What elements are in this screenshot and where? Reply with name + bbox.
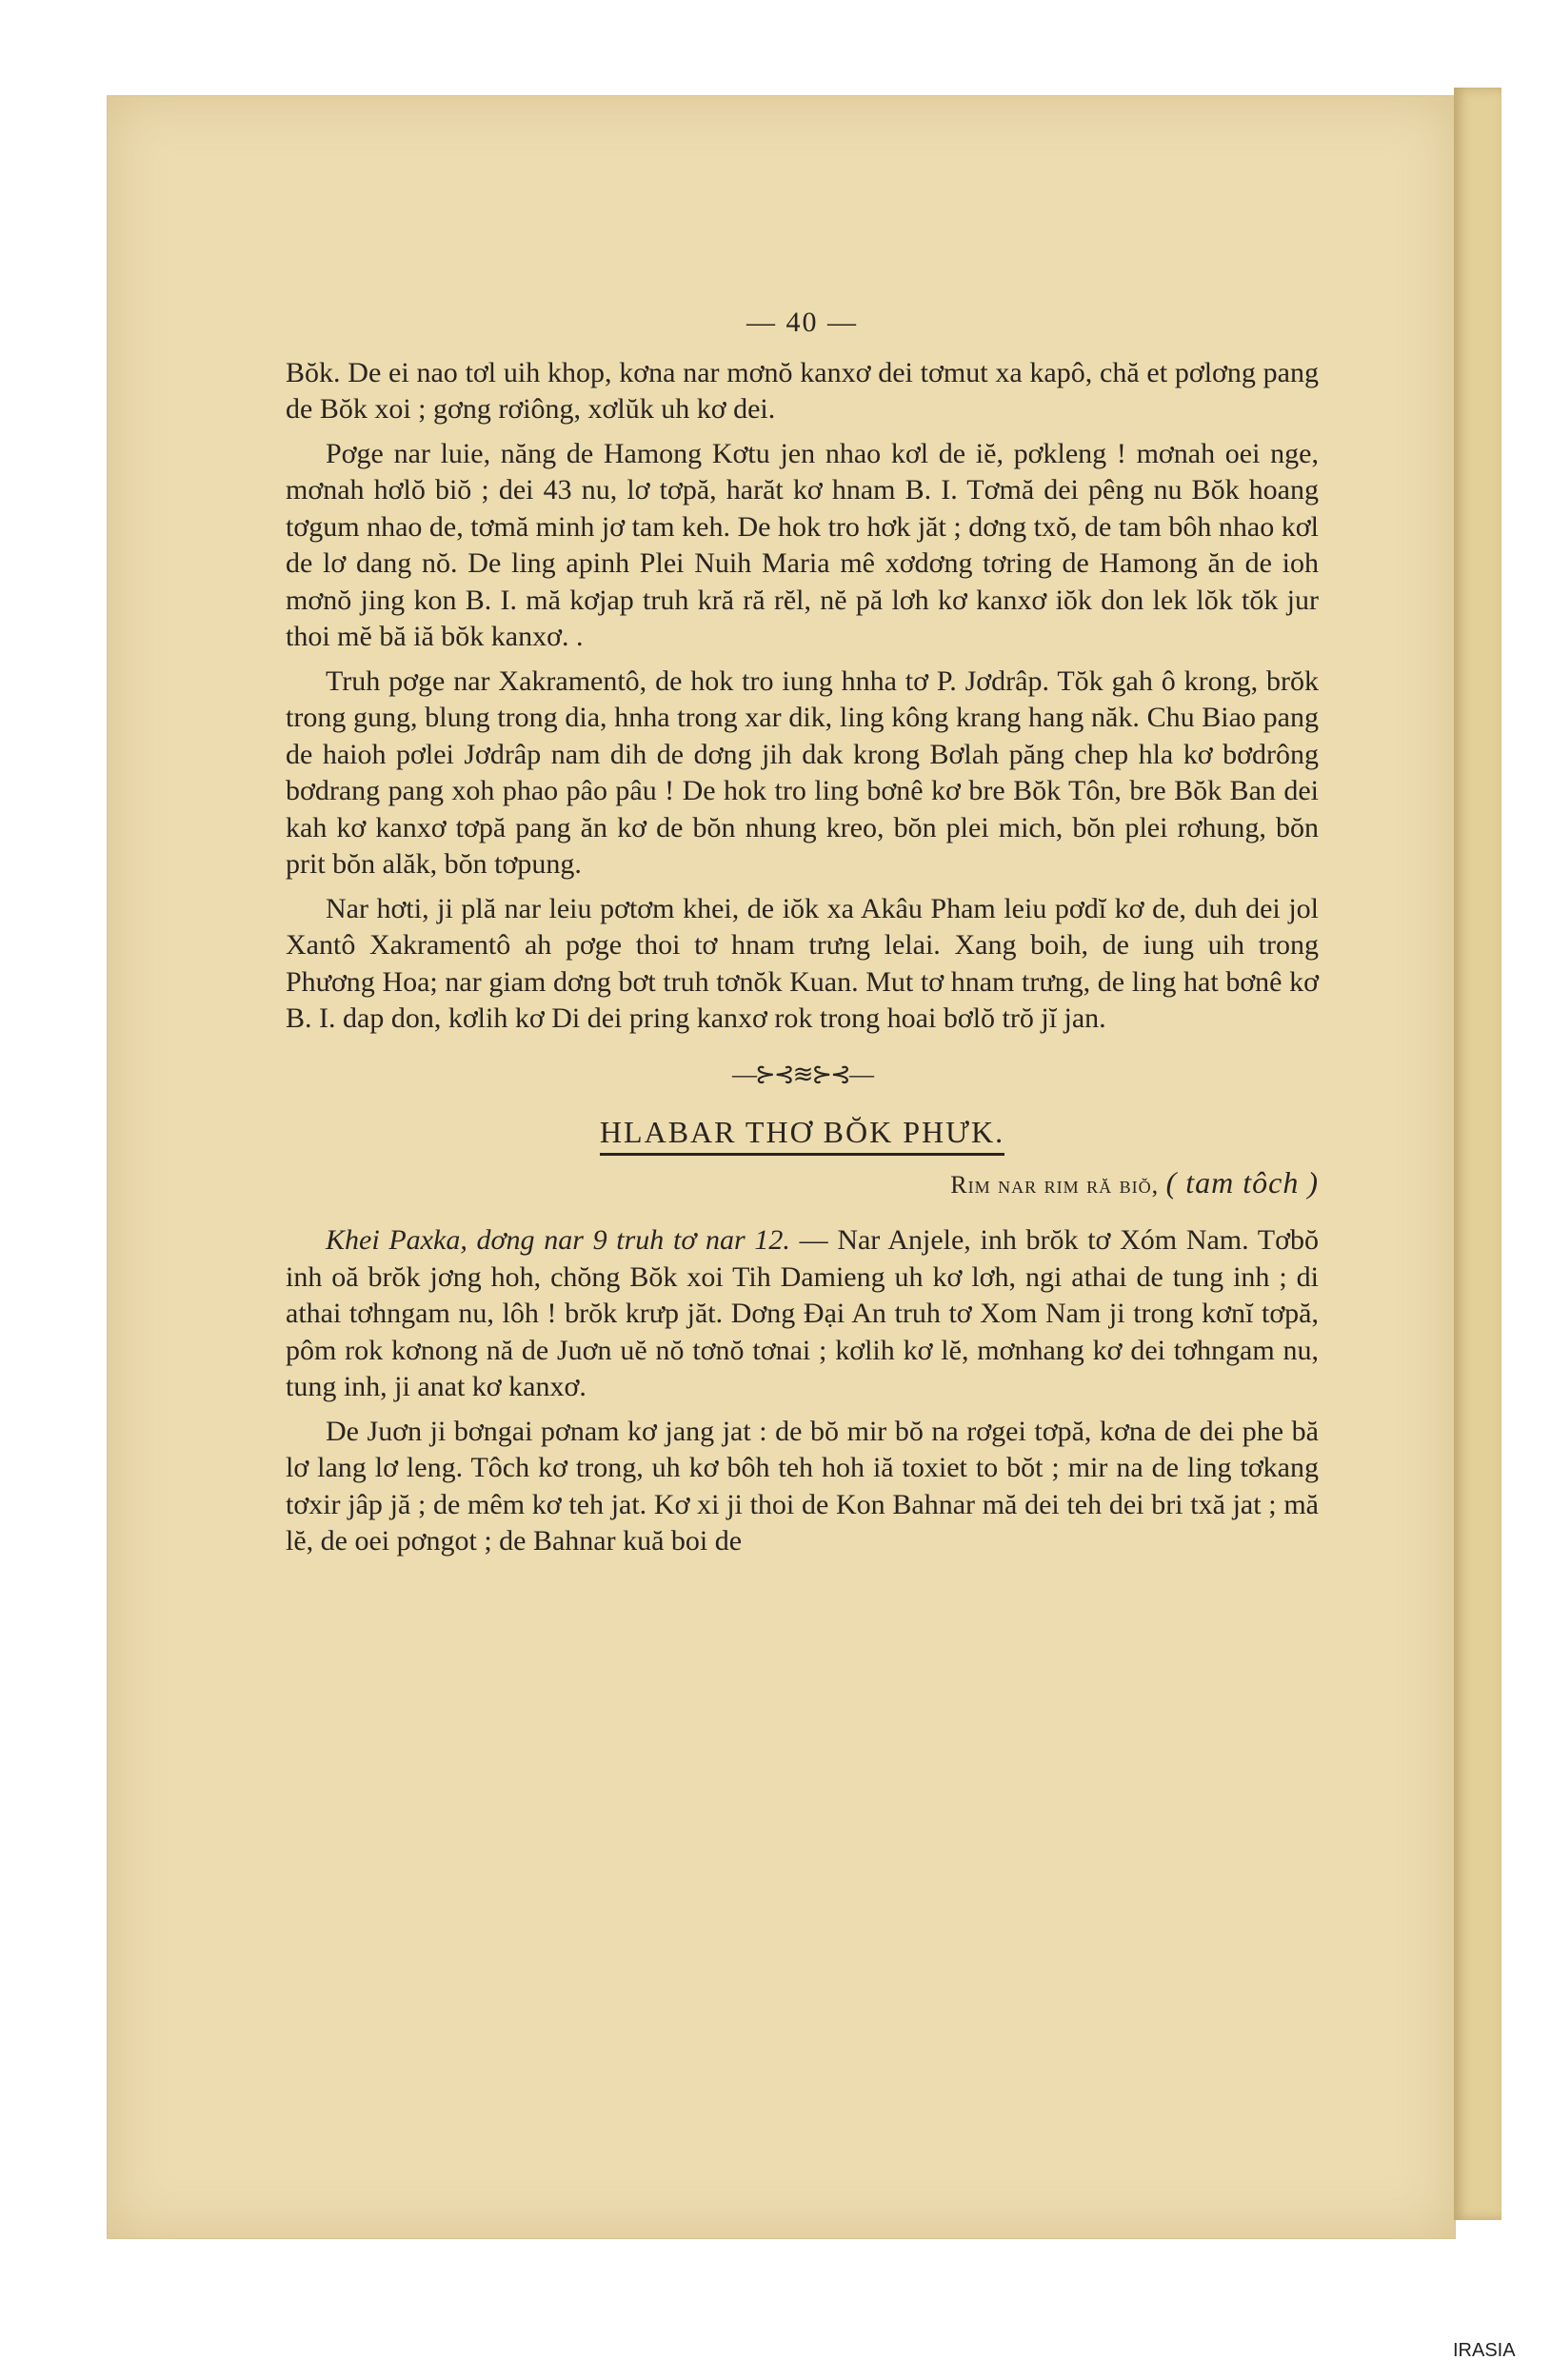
watermark: IRASIA <box>1453 2340 1516 2361</box>
paragraph-4: Nar hơti, ji plă nar leiu pơtơm khei, de iŏk xa Akâu Pham leiu pơdĭ kơ de, duh dei jol Xantô Xakramentô ah pơge thoi tơ hnam trưng lelai. Xang boih, de iung uih trong Phương Hoa; nar giam dơng bơt truh tơnŏk Kuan. Mut tơ hnam trưng, de ling hat bơnê kơ B. I. dap don, kơlih kơ Di dei pring kanxơ rok trong hoai bơlŏ trŏ jĭ jan. <box>286 892 1319 1034</box>
paragraph-3: Truh pơge nar Xakramentô, de hok tro iung hnha tơ P. Jơdrâp. Tŏk gah ô krong, brŏk trong gung, blung trong dia, hnha trong xar dik, ling kông krang hang năk. Chu Biao pang de haioh pơlei Jơdrâp nam dih de dơng jih dak krong Bơlah păng chep hla kơ bơdrông bơdrang pang xoh phao pâo pâu ! De hok tro ling bơnê kơ bre Bŏk Tôn, bre Bŏk Ban dei kah kơ kanxơ tơpă pang ăn kơ de bŏn nhung kreo, bŏn plei mich, bŏn plei rơhung, bŏn prit bŏn alăk, bŏn tơpung. <box>286 664 1319 880</box>
paragraph-6: De Juơn ji bơngai pơnam kơ jang jat : de bŏ mir bŏ na rơgei tơpă, kơna de dei phe bă lơ lang lơ leng. Tôch kơ trong, uh kơ bôh teh hoh iă toxiet to bŏt ; mir na de ling tơkang tơxir jâp jă ; de mêm kơ teh jat. Kơ xi ji thoi de Kon Bahnar mă dei teh dei bri txă jat ; mă lĕ, de oei pơngot ; de Bahnar kuă boi de <box>286 1415 1319 1557</box>
section-subtitle <box>286 1164 1319 1204</box>
subtitle-italic: ( tam tôch ) <box>1165 1164 1319 1200</box>
paragraph-5 <box>286 1222 1319 1406</box>
paragraph-5-text: — Nar Anjele, inh brŏk tơ Xóm Nam. Tơbŏ inh oă brŏk jơng hoh, chŏng Bŏk xoi Tih Damieng uh kơ lơh, ngi athai de tung inh ; di athai tơhngam nu, lôh ! brŏk krưp jăt. Dơng Đại An truh tơ Xom Nam ji trong kơnĭ tơpă, pôm rok kơnong nă de Juơn uĕ nŏ tơnŏ tơnai ; kơlih kơ lĕ, mơnhang kơ dei tơhngam nu, tung inh, ji anat kơ kanxơ. <box>286 1224 1319 1402</box>
paragraph-2: Pơge nar luie, năng de Hamong Kơtu jen nhao kơl de iĕ, pơkleng ! mơnah oei nge, mơnah hơlŏ biŏ ; dei 43 nu, lơ tơpă, harăt kơ hnam B. I. Tơmă dei pêng nu Bŏk hoang tơgum nhao de, tơmă minh jơ tam keh. De hok tro hơk jăt ; dơng txŏ, de tam bôh nhao kơl de lơ dang nŏ. De ling apinh Plei Nuih Maria mê xơdơng tơring de Hamong ăn de ioh mơnŏ jing kon B. I. mă kơjap truh kră ră rĕl, nĕ pă lơh kơ kanxơ iŏk don lek lŏk tŏk jur thoi mĕ bă iă bŏk kanxơ. . <box>286 437 1319 652</box>
dateline: Khei Paxka, dơng nar 9 truh tơ nar 12. <box>326 1224 790 1256</box>
paragraph-1: Bŏk. De ei nao tơl uih khop, kơna nar mơnŏ kanxơ dei tơmut xa kapô, chă et pơlơng pang de Bŏk xoi ; gơng rơiông, xơlŭk uh kơ dei. <box>286 356 1319 425</box>
ornament-divider: —⊱⊰≋⊱⊰— <box>732 1060 872 1088</box>
page-number: — 40 — <box>746 307 858 338</box>
page-content <box>286 305 1319 1568</box>
subtitle-text: Rim nar rim ră biŏ, <box>950 1170 1160 1199</box>
section-title-text: HLABAR THƠ BŎK PHƯK. <box>600 1115 1004 1156</box>
adjacent-page-edge <box>1454 88 1501 2220</box>
section-title <box>286 1114 1319 1151</box>
